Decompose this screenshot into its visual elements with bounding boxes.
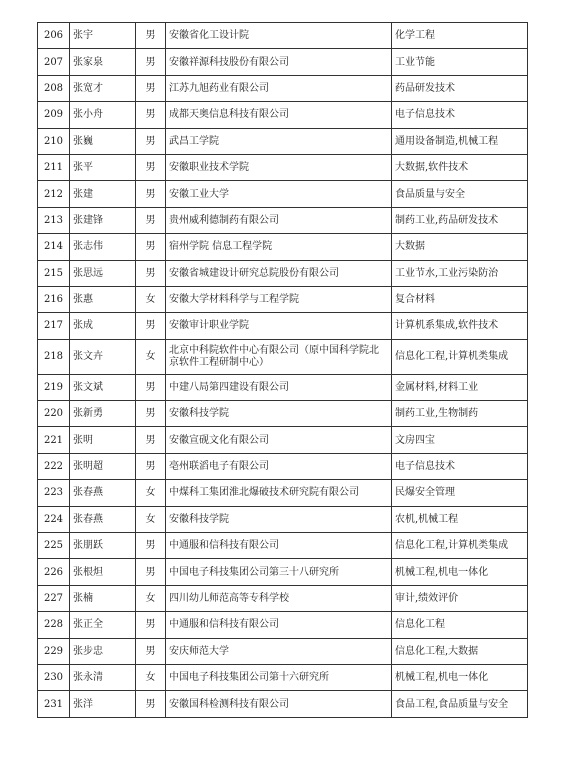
table-row [38,181,528,207]
expert-gender: 男 [136,427,166,453]
expert-field: 电子信息技术 [392,102,528,128]
table-row [38,401,528,427]
table-row [38,128,528,154]
expert-gender: 女 [136,480,166,506]
expert-name: 张建 [70,181,136,207]
row-number: 222 [38,453,70,479]
table-row [38,664,528,690]
table-row [38,559,528,585]
expert-organization: 安庆师范大学 [166,638,392,664]
expert-name: 张步忠 [70,638,136,664]
row-number: 226 [38,559,70,585]
expert-field: 工业节水,工业污染防治 [392,260,528,286]
row-number: 212 [38,181,70,207]
table-row [38,506,528,532]
expert-gender: 男 [136,128,166,154]
row-number: 207 [38,49,70,75]
row-number: 216 [38,286,70,312]
expert-organization: 中国电子科技集团公司第十六研究所 [166,664,392,690]
expert-name: 张明 [70,427,136,453]
row-number: 220 [38,401,70,427]
expert-name: 张洋 [70,691,136,717]
table-row [38,453,528,479]
expert-name: 张文斌 [70,374,136,400]
expert-gender: 男 [136,401,166,427]
expert-organization: 安徽审计职业学院 [166,313,392,339]
expert-field: 通用设备制造,机械工程 [392,128,528,154]
expert-field: 文房四宝 [392,427,528,453]
expert-organization: 中国电子科技集团公司第三十八研究所 [166,559,392,585]
row-number: 211 [38,154,70,180]
expert-name: 张巍 [70,128,136,154]
expert-organization: 北京中科院软件中心有限公司（原中国科学院北京软件工程研制中心） [166,339,392,374]
expert-organization: 安徽大学材料科学与工程学院 [166,286,392,312]
table-row [38,313,528,339]
expert-organization: 宿州学院 信息工程学院 [166,234,392,260]
expert-name: 张明超 [70,453,136,479]
expert-field: 制药工业,药品研发技术 [392,207,528,233]
expert-field: 工业节能 [392,49,528,75]
expert-field: 信息化工程,计算机类集成 [392,339,528,374]
expert-name: 张宇 [70,23,136,49]
expert-field: 药品研发技术 [392,75,528,101]
row-number: 217 [38,313,70,339]
expert-organization: 中煤科工集团淮北爆破技术研究院有限公司 [166,480,392,506]
expert-name: 张永清 [70,664,136,690]
expert-organization: 安徽省化工设计院 [166,23,392,49]
expert-name: 张春燕 [70,506,136,532]
expert-gender: 男 [136,154,166,180]
expert-gender: 男 [136,691,166,717]
expert-gender: 男 [136,638,166,664]
table-row [38,691,528,717]
row-number: 221 [38,427,70,453]
row-number: 210 [38,128,70,154]
expert-field: 电子信息技术 [392,453,528,479]
expert-organization: 中通服和信科技有限公司 [166,612,392,638]
expert-field: 复合材料 [392,286,528,312]
expert-roster-table [37,22,528,718]
expert-name: 张文卉 [70,339,136,374]
expert-field: 民爆安全管理 [392,480,528,506]
table-row [38,339,528,374]
table-row [38,75,528,101]
row-number: 225 [38,533,70,559]
expert-organization: 安徽科技学院 [166,401,392,427]
expert-field: 机械工程,机电一体化 [392,559,528,585]
table-row [38,585,528,611]
table-row [38,154,528,180]
expert-organization: 贵州威利德制药有限公司 [166,207,392,233]
expert-gender: 男 [136,260,166,286]
table-row [38,286,528,312]
expert-organization: 安徽祥源科技股份有限公司 [166,49,392,75]
expert-gender: 女 [136,585,166,611]
expert-gender: 男 [136,75,166,101]
expert-name: 张建锋 [70,207,136,233]
expert-gender: 男 [136,234,166,260]
expert-name: 张小舟 [70,102,136,128]
expert-organization: 中建八局第四建设有限公司 [166,374,392,400]
expert-gender: 男 [136,374,166,400]
expert-name: 张正全 [70,612,136,638]
row-number: 229 [38,638,70,664]
row-number: 223 [38,480,70,506]
row-number: 230 [38,664,70,690]
expert-gender: 男 [136,559,166,585]
expert-organization: 安徽职业技术学院 [166,154,392,180]
row-number: 206 [38,23,70,49]
expert-field: 机械工程,机电一体化 [392,664,528,690]
expert-field: 计算机系集成,软件技术 [392,313,528,339]
expert-field: 信息化工程,计算机类集成 [392,533,528,559]
expert-gender: 男 [136,207,166,233]
table-row [38,638,528,664]
expert-field: 食品质量与安全 [392,181,528,207]
expert-name: 张楠 [70,585,136,611]
expert-name: 张宽才 [70,75,136,101]
expert-name: 张根炟 [70,559,136,585]
row-number: 209 [38,102,70,128]
expert-name: 张志伟 [70,234,136,260]
expert-field: 化学工程 [392,23,528,49]
expert-gender: 男 [136,49,166,75]
expert-organization: 成都天奥信息科技有限公司 [166,102,392,128]
expert-organization: 四川幼儿师范高等专科学校 [166,585,392,611]
row-number: 218 [38,339,70,374]
table-row [38,427,528,453]
expert-gender: 男 [136,453,166,479]
expert-gender: 男 [136,23,166,49]
expert-gender: 男 [136,102,166,128]
expert-name: 张春燕 [70,480,136,506]
table-row [38,23,528,49]
expert-organization: 中通服和信科技有限公司 [166,533,392,559]
expert-field: 大数据 [392,234,528,260]
expert-field: 食品工程,食品质量与安全 [392,691,528,717]
expert-field: 审计,绩效评价 [392,585,528,611]
expert-gender: 男 [136,533,166,559]
expert-name: 张成 [70,313,136,339]
expert-organization: 安徽国科检测科技有限公司 [166,691,392,717]
row-number: 227 [38,585,70,611]
expert-name: 张思远 [70,260,136,286]
expert-gender: 女 [136,339,166,374]
table-row [38,234,528,260]
expert-field: 金属材料,材料工业 [392,374,528,400]
row-number: 228 [38,612,70,638]
row-number: 214 [38,234,70,260]
table-row [38,612,528,638]
expert-organization: 安徽科技学院 [166,506,392,532]
table-row [38,102,528,128]
table-row [38,49,528,75]
expert-organization: 武昌工学院 [166,128,392,154]
expert-name: 张家泉 [70,49,136,75]
expert-organization: 亳州联滔电子有限公司 [166,453,392,479]
row-number: 231 [38,691,70,717]
row-number: 219 [38,374,70,400]
expert-name: 张平 [70,154,136,180]
table-row [38,533,528,559]
table-row [38,260,528,286]
row-number: 208 [38,75,70,101]
expert-field: 制药工业,生物制药 [392,401,528,427]
expert-name: 张新勇 [70,401,136,427]
expert-gender: 女 [136,506,166,532]
table-row [38,480,528,506]
expert-name: 张朋跃 [70,533,136,559]
row-number: 213 [38,207,70,233]
expert-field: 大数据,软件技术 [392,154,528,180]
expert-field: 信息化工程,大数据 [392,638,528,664]
expert-organization: 安徽宣砚文化有限公司 [166,427,392,453]
expert-gender: 女 [136,286,166,312]
expert-gender: 男 [136,313,166,339]
row-number: 224 [38,506,70,532]
row-number: 215 [38,260,70,286]
expert-field: 农机,机械工程 [392,506,528,532]
expert-field: 信息化工程 [392,612,528,638]
expert-gender: 男 [136,612,166,638]
expert-organization: 江苏九旭药业有限公司 [166,75,392,101]
roster-body [38,23,528,718]
expert-organization: 安徽省城建设计研究总院股份有限公司 [166,260,392,286]
table-row [38,374,528,400]
table-row [38,207,528,233]
expert-name: 张惠 [70,286,136,312]
expert-gender: 男 [136,181,166,207]
expert-organization: 安徽工业大学 [166,181,392,207]
expert-gender: 女 [136,664,166,690]
